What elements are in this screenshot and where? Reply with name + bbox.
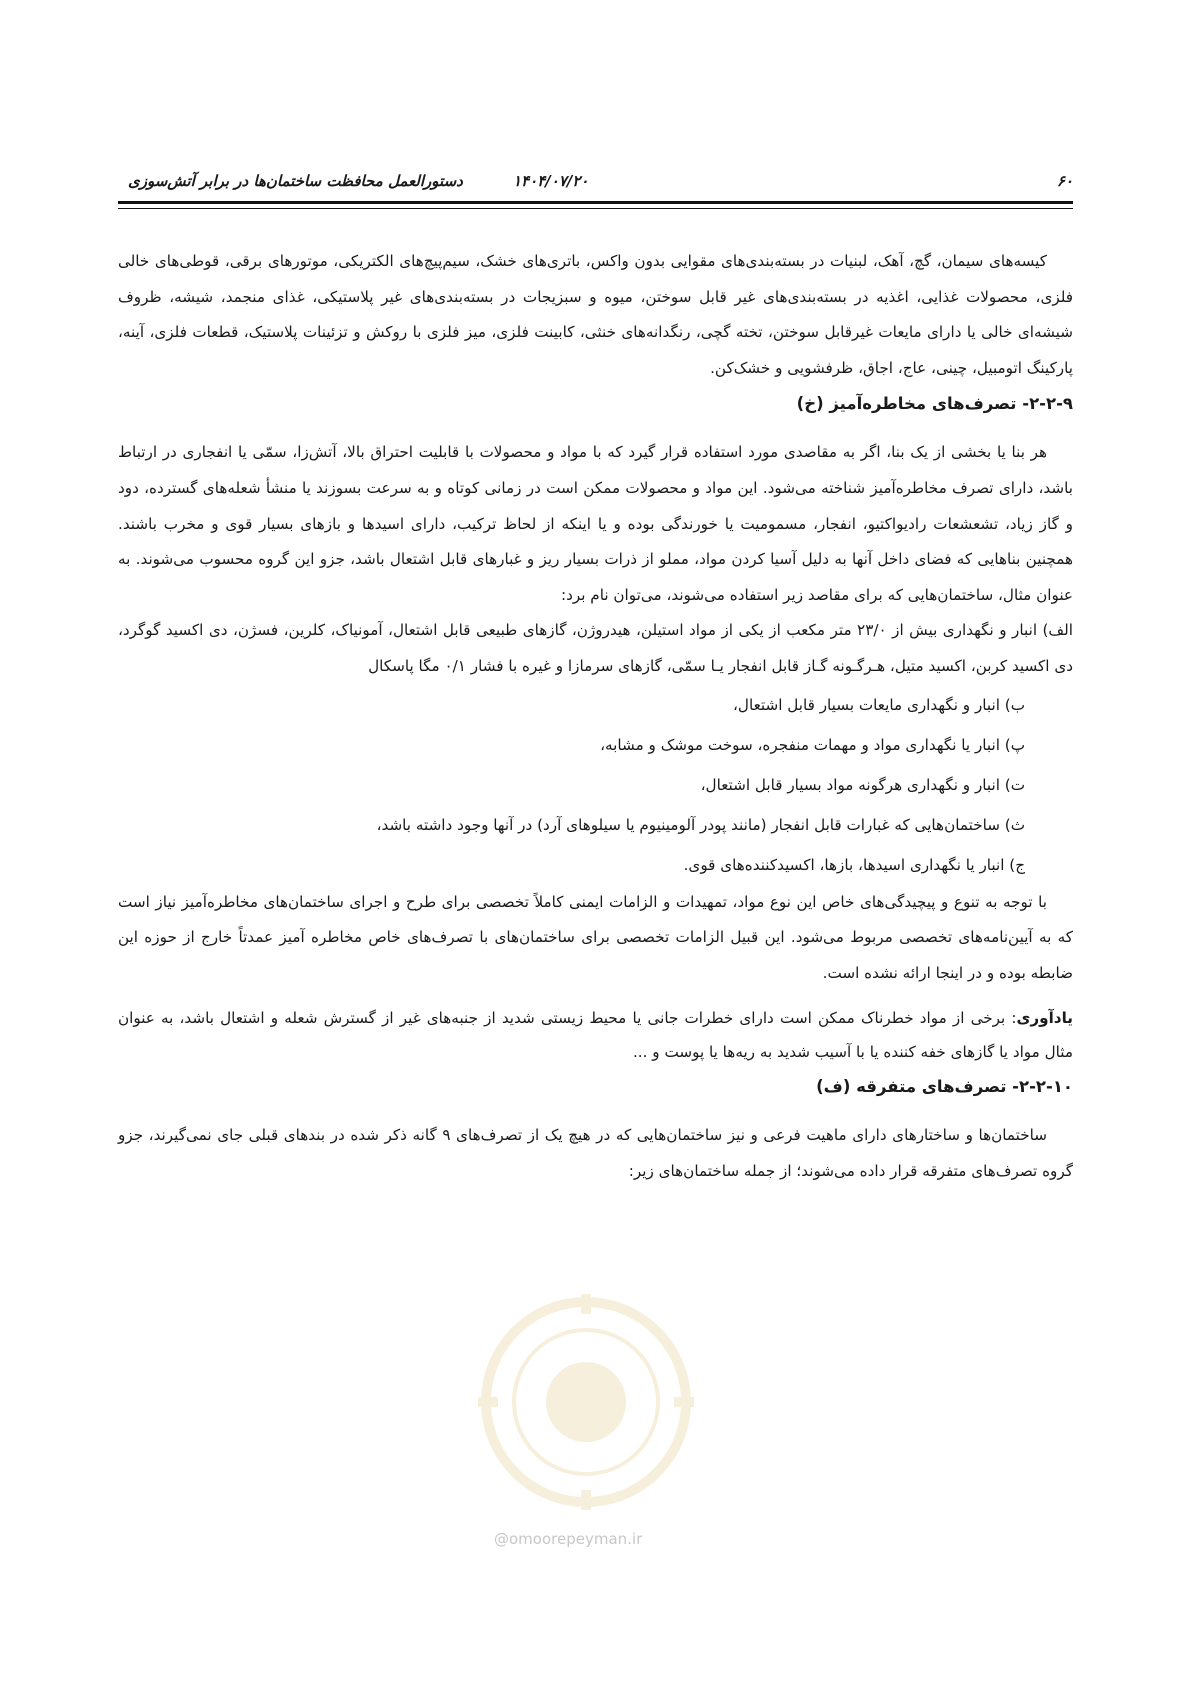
document-body <box>118 244 1073 1190</box>
note-text: : برخی از مواد خطرناک ممکن است دارای خطرات جانی یا محیط زیستی شدید از جنبه‌های غیر از گسترش شعله و اشتعال باشد، به عنوان مثال مواد یا گازهای خفه کننده یا با آسیب شدید به ریه‌ها یا پوست و ... <box>118 1009 1073 1062</box>
header-rule-thin <box>118 208 1073 209</box>
section-heading-hazardous: ۲-۲-۹- تصرف‌های مخاطره‌آمیز (خ) <box>796 394 1073 414</box>
section-heading-misc: ۲-۲-۱۰- تصرف‌های متفرقه (ف) <box>816 1077 1073 1097</box>
list-item: پ) انبار یا نگهداری مواد و مهمات منفجره، سوخت موشک و مشابه، <box>600 735 1025 754</box>
watermark-seal-icon <box>456 1292 716 1512</box>
list-item: ت) انبار و نگهداری هرگونه مواد بسیار قابل اشتعال، <box>700 775 1025 794</box>
page-number: ۶۰ <box>1056 172 1073 190</box>
header-date: ۱۴۰۴/۰۷/۲۰ <box>513 172 589 190</box>
note-label: یادآوری <box>1016 1009 1073 1028</box>
misc-paragraph: ساختمان‌ها و ساختارهای دارای ماهیت فرعی و نیز ساختمان‌هایی که در هیچ یک از تصرف‌های ۹ گانه ذکر شده در بندهای قبلی جای نمی‌گیرند، جزو گروه تصرف‌های متفرقه قرار داده می‌شوند؛ از جمله ساختمان‌های زیر: <box>118 1126 1073 1180</box>
list-item: ث) ساختمان‌هایی که غبارات قابل انفجار (مانند پودر آلومینیوم یا سیلوهای آرد) در آنها وجود داشته باشد، <box>376 815 1025 834</box>
hazardous-paragraph: هر بنا یا بخشی از یک بنا، اگر به مقاصدی مورد استفاده قرار گیرد که با مواد و محصولات با قابلیت احتراق بالا، آتش‌زا، سمّی یا انفجاری در ارتباط باشد، دارای تصرف مخاطره‌آمیز شناخته می‌شود. این مواد و محصولات ممکن است در زمانی کوتاه و به سرعت بسوزند یا منشأ شعله‌های گسترده، دود و گاز زیاد، تشعشعات رادیواکتیو، انفجار، مسمومیت یا خورندگی بوده و یا اینکه از لحاظ ترکیب، دارای اسیدها و بازهای بسیار قوی و مخرب باشند. همچنین بناهایی که فضای داخل آنها به دلیل آسیا کردن مواد، مملو از ذرات بسیار ریز و غبارهای قابل اشتعال باشد، جزو این گروه محسوب می‌شوند. به عنوان مثال، ساختمان‌هایی که برای مقاصد زیر استفاده می‌شوند، می‌توان نام برد: <box>118 443 1073 604</box>
list-item: ب) انبار و نگهداری مایعات بسیار قابل اشتعال، <box>733 695 1025 714</box>
page-header <box>118 172 1073 196</box>
header-title: دستورالعمل محافظت ساختمان‌ها در برابر آتش‌سوزی <box>128 172 463 190</box>
hazardous-items-list <box>118 685 1073 885</box>
header-rule-thick <box>118 201 1073 204</box>
hazardous-item-alef: الف) انبار و نگهداری بیش از ۲۳/۰ متر مکعب از یکی از مواد استیلن، هیدروژن، گازهای طبیعی قابل اشتعال، آمونیاک، کلرین، فسژن، دی اکسید گوگرد، دی اکسید کربن، اکسید متیل، هـرگـونه گـاز قابل انفجار یـا سمّی، گازهای سرمازا و غیره با فشار ۰/۱ مگا پاسکال <box>118 621 1074 675</box>
list-item: ج) انبار یا نگهداری اسیدها، بازها، اکسیدکننده‌های قوی. <box>683 855 1025 874</box>
intro-paragraph: کیسه‌های سیمان، گچ، آهک، لبنیات در بسته‌بندی‌های مقوایی بدون واکس، باتری‌های خشک، سیم‌پیچ‌های الکتریکی، موتورهای برقی، قوطی‌های خالی فلزی، محصولات غذایی، اغذیه در بسته‌بندی‌های غیر قابل سوختن، میوه و سبزیجات در بسته‌بندی‌های غیر پلاستیکی، غذای منجمد، شیشه، ظروف شیشه‌ای خالی یا دارای مایعات غیرقابل سوختن، تخته گچی، رنگدانه‌های خنثی، کابینت فلزی، میز فلزی با روکش و تزئینات پلاستیک، قطعات فلزی، آینه، پارکینگ اتومبیل، چینی، عاج، اجاق، ظرفشویی و خشک‌کن. <box>118 252 1073 377</box>
note-paragraph <box>118 1001 1073 1069</box>
watermark-url: @omoorepeyman.ir <box>494 1530 643 1548</box>
hazardous-closing-paragraph: با توجه به تنوع و پیچیدگی‌های خاص این نوع مواد، تمهیدات و الزامات ایمنی کاملاً تخصصی برای طرح و اجرای ساختمان‌های مخاطره‌آمیز نیاز است که به آیین‌نامه‌های تخصصی مربوط می‌شود. این قبیل الزامات تخصصی برای ساختمان‌های با تصرف‌های خاص مخاطره آمیز عمدتاً خارج از حوزه این ضابطه بوده و در اینجا ارائه نشده است. <box>118 892 1073 982</box>
